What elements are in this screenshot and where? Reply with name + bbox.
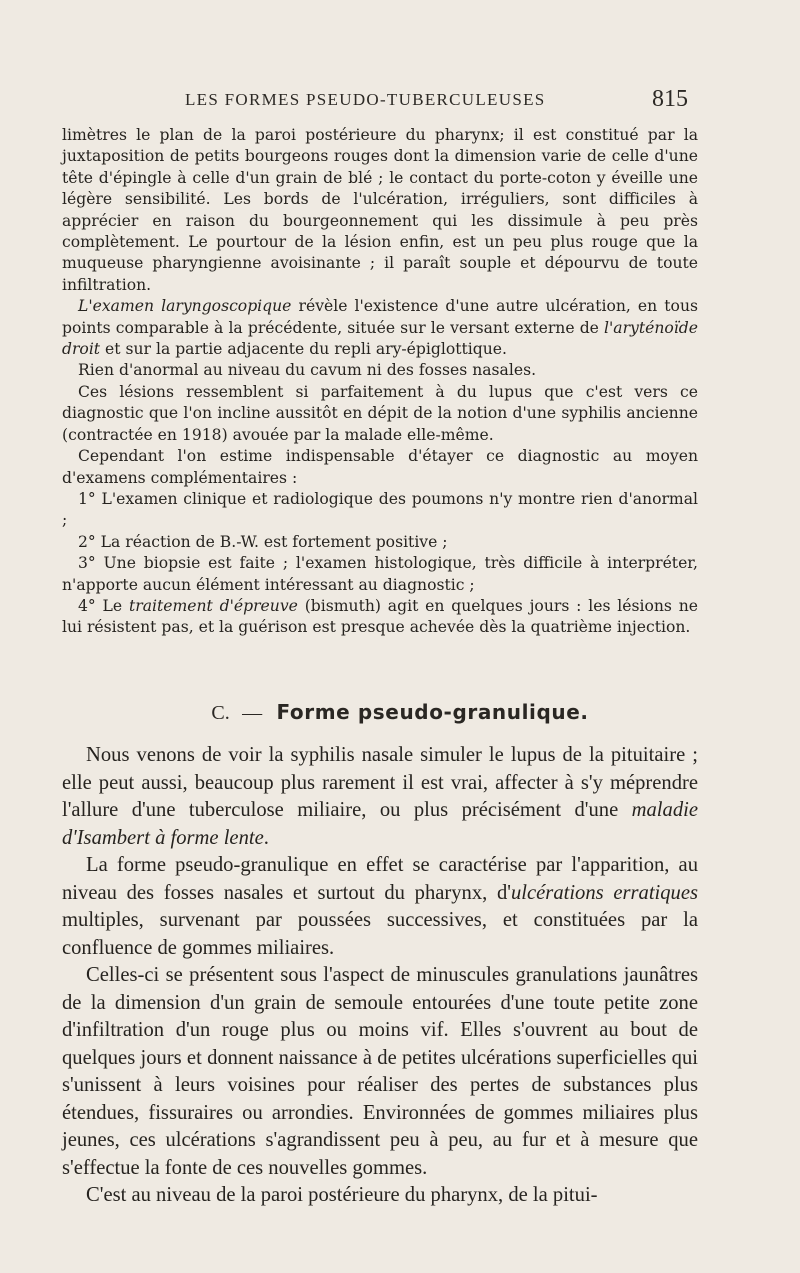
paragraph xyxy=(62,742,698,852)
observation-text xyxy=(62,125,698,639)
text-run: Celles-ci se présentent sous l'aspect de minuscules granulations jaunâtres de la dimension d'un grain de semoule entourées d'une toute petite zone d'infiltration d'un rouge plus ou moins vif. Elles s'ouvrent au bout de quelques jours et donnent naissance à de petites ulcérations superficielles qui s'unissent à leurs voisines pour réaliser des pertes de substances plus étendues, fissuraires ou arrondies. Environnées de gommes miliaires plus jeunes, ces ulcérations s'agrandissent peu à peu, au fur et à mesure que s'effectue la fonte de ces nouvelles gommes. xyxy=(62,964,698,1179)
text-run: limètres le plan de la paroi postérieure du pharynx; il est constitué par la juxtaposition de petits bourgeons rouges dont la dimension varie de celle d'une tête d'épingle à celle d'un grain de blé ; le contact du porte-coton y éveille une légère sensibilité. Les bords de l'ulcération, irréguliers, sont difficiles à apprécier en raison du bourgeonnement qui les dissimule à peu près complètement. Le pourtour de la lésion enfin, est un peu plus rouge que la muqueuse pharyngienne avoisinante ; il paraît souple et dépourvu de toute infiltration. xyxy=(62,126,698,294)
paragraph xyxy=(62,382,698,446)
text-run: C'est au niveau de la paroi postérieure du pharynx, de la pitui- xyxy=(86,1184,598,1206)
section-letter: C. xyxy=(211,702,230,724)
section-title: Forme pseudo-granulique. xyxy=(276,700,589,724)
text-run: La forme pseudo-granulique en effet se caractérise par l'apparition, au niveau des fosses nasales et surtout du pharynx, d' xyxy=(62,854,698,904)
text-run: Rien d'anormal au niveau du cavum ni des fosses nasales. xyxy=(78,361,537,380)
paragraph xyxy=(62,962,698,1182)
text-run: 3° Une biopsie est faite ; l'examen histologique, très difficile à interpréter, n'apporte aucun élément intéressant au diagnostic ; xyxy=(62,554,698,594)
text-run: Cependant l'on estime indispensable d'étayer ce diagnostic au moyen d'examens complémentaires : xyxy=(62,447,698,487)
italic-run: l'aryténoïde droit xyxy=(62,318,698,359)
text-run: Ces lésions ressemblent si parfaitement à du lupus que c'est vers ce diagnostic que l'on incline aussitôt en dépit de la notion d'une syphilis ancienne (contractée en 1918) avouée par la malade elle-même. xyxy=(62,382,698,444)
italic-run: maladie d'Isambert à forme lente xyxy=(62,799,698,849)
text-run: révèle l'existence d'une autre ulcération, en tous points comparable à la précédente, située sur le versant externe de xyxy=(62,297,698,337)
text-run: (bismuth) agit en quelques jours : les lésions ne lui résistent pas, et la guérison est presque achevée dès la quatrième injection. xyxy=(62,596,699,637)
paragraph xyxy=(62,360,698,381)
italic-run: ulcérations erratiques xyxy=(511,881,699,904)
text-run: multiples, survenant par poussées successives, et constituées par la confluence de gommes miliaires. xyxy=(62,909,698,959)
italic-run: traitement d'épreuve xyxy=(128,596,298,615)
paragraph xyxy=(62,553,698,596)
italic-run: L'examen laryngoscopique xyxy=(78,297,292,316)
paragraph xyxy=(62,489,698,532)
paragraph xyxy=(62,1182,698,1210)
text-run: 1° L'examen clinique et radiologique des poumons n'y montre rien d'anormal ; xyxy=(62,489,698,530)
text-run: et sur la partie adjacente du repli ary-épiglottique. xyxy=(100,340,507,359)
text-run: 4° Le xyxy=(78,596,129,615)
paragraph xyxy=(62,296,698,360)
paragraph xyxy=(62,596,698,639)
text-run: Nous venons de voir la syphilis nasale simuler le lupus de la pituitaire ; elle peut aussi, beaucoup plus rarement il est vrai, affecter à s'y méprendre l'allure d'une tuberculose miliaire, ou plus précisément d'une xyxy=(62,744,698,821)
section-dash: — xyxy=(242,702,263,724)
running-title: LES FORMES PSEUDO-TUBERCULEUSES xyxy=(185,90,546,109)
text-run: . xyxy=(263,826,269,849)
paragraph xyxy=(62,446,698,489)
paragraph xyxy=(62,125,698,296)
page-header xyxy=(0,86,800,116)
text-run: 2° La réaction de B.-W. est fortement positive ; xyxy=(78,532,448,551)
section-heading xyxy=(0,700,800,725)
body-text xyxy=(62,742,698,1210)
page-number: 815 xyxy=(652,86,688,112)
paragraph xyxy=(62,852,698,962)
paragraph xyxy=(62,532,698,553)
